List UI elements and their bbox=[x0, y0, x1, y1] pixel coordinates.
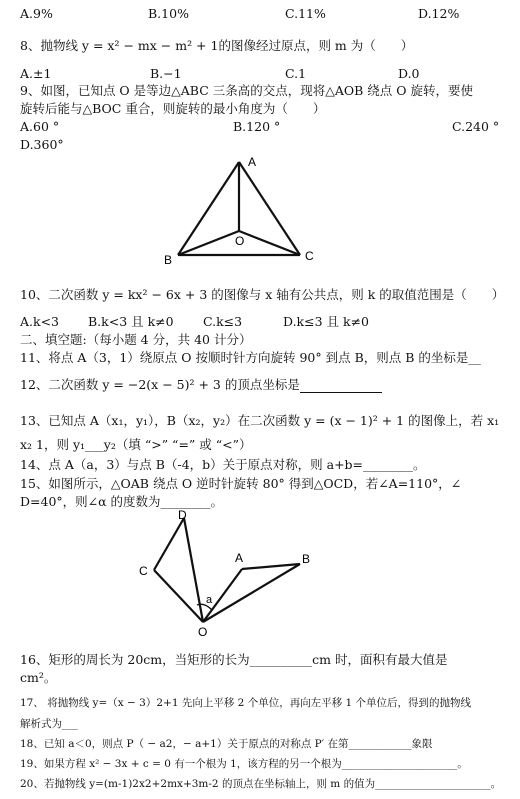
q14-text: 14、点 A（a，3）与点 B（-4，b）关于原点对称，则 a+b=________。 bbox=[20, 457, 426, 472]
q7-option-c: C.11% bbox=[285, 6, 326, 21]
q9-triangle-figure bbox=[160, 152, 330, 270]
q9-text-line2: 旋转后能与△BOC 重合，则旋转的最小角度为（ ） bbox=[20, 101, 326, 116]
q13-text-line1: 13、已知点 A（x₁，y₁），B（x₂，y₂）在二次函数 y = (x − 1)² + 1 的图像上，若 x₁ bbox=[20, 413, 500, 428]
q7-option-d: D.12% bbox=[418, 6, 460, 21]
q13-text-line2: x₂ 1，则 y₁___y₂（填 “>” “=” 或 “<”） bbox=[20, 437, 252, 452]
q7-option-a: A.9% bbox=[20, 6, 53, 21]
q9-label-a: A bbox=[248, 155, 257, 169]
q11-text: 11、将点 A（3，1）绕原点 O 按顺时针方向旋转 90° 到点 B，则点 B 的坐标是__ bbox=[20, 350, 481, 365]
q9-option-c: C.240 ° bbox=[452, 119, 500, 134]
q9-label-b: B bbox=[164, 253, 173, 267]
q8-option-c: C.1 bbox=[285, 66, 307, 81]
section-2-heading: 二、填空题:（每小题 4 分，共 40 计分） bbox=[20, 332, 252, 347]
q12-text: 12、二次函数 y = −2(x − 5)² + 3 的顶点坐标是 bbox=[20, 377, 300, 392]
q10-text: 10、二次函数 y = kx² − 6x + 3 的图像与 x 轴有公共点，则 k 的取值范围是（ ） bbox=[20, 287, 505, 302]
q16-text-line1: 16、矩形的周长为 20cm，当矩形的长为__________cm 时，面积有最大值是 bbox=[20, 652, 448, 667]
q7-option-b: B.10% bbox=[148, 6, 189, 21]
q15-label-o: O bbox=[198, 625, 208, 639]
q10-option-c: C.k≤3 bbox=[203, 314, 243, 329]
q15-text-line2: D=40°，则∠α 的度数为________。 bbox=[20, 494, 224, 509]
q15-label-d: D bbox=[178, 508, 187, 522]
q15-label-b: B bbox=[302, 552, 311, 566]
q9-label-o: O bbox=[235, 234, 245, 248]
q19-text: 19、如果方程 x² − 3x + c = 0 有一个根为 1，该方程的另一个根为______________________。 bbox=[20, 758, 468, 770]
q8-option-a: A.±1 bbox=[20, 66, 52, 81]
q15-label-c: C bbox=[139, 564, 148, 578]
q15-label-a: A bbox=[235, 551, 244, 565]
q8-option-d: D.0 bbox=[398, 66, 420, 81]
q17-text-line1: 17、 将抛物线 y=（x − 3）2+1 先向上平移 2 个单位，再向左平移 1 个单位后，得到的抛物线 bbox=[20, 697, 472, 709]
q9-label-c: C bbox=[305, 249, 314, 263]
q8-option-b: B.−1 bbox=[150, 66, 182, 81]
q8-text: 8、抛物线 y = x² − mx − m² + 1的图像经过原点，则 m 为（ ） bbox=[20, 38, 414, 53]
q9-text-line1: 9、如图，已知点 O 是等边△ABC 三条高的交点，现将△AOB 绕点 O 旋转，要使 bbox=[20, 83, 473, 98]
q20-text: 20、若抛物线 y=(m-1)2x2+2mx+3m-2 的顶点在坐标轴上，则 m 的值为______________________。 bbox=[20, 778, 502, 790]
q15-text-line1: 15、如图所示，△OAB 绕点 O 逆时针旋转 80° 得到△OCD，若∠A=110°，∠ bbox=[20, 476, 462, 491]
q10-option-d: D.k≤3 且 k≠0 bbox=[283, 314, 369, 329]
q15-label-alpha: a bbox=[206, 594, 213, 606]
q16-text-line2: cm²。 bbox=[20, 670, 57, 685]
q15-rotation-figure bbox=[133, 506, 323, 642]
q9-option-a: A.60 ° bbox=[20, 119, 60, 134]
q18-text: 18、已知 a＜0，则点 P（ − a2，− a+1）关于原点的对称点 P′ 在第____________象限 bbox=[20, 738, 433, 750]
q17-text-line2: 解析式为___ bbox=[20, 718, 78, 730]
q9-option-b: B.120 ° bbox=[233, 119, 281, 134]
q9-option-d: D.360° bbox=[20, 137, 64, 152]
q10-option-b: B.k<3 且 k≠0 bbox=[88, 314, 174, 329]
q12-answer-blank bbox=[300, 392, 382, 393]
q10-option-a: A.k<3 bbox=[20, 314, 60, 329]
